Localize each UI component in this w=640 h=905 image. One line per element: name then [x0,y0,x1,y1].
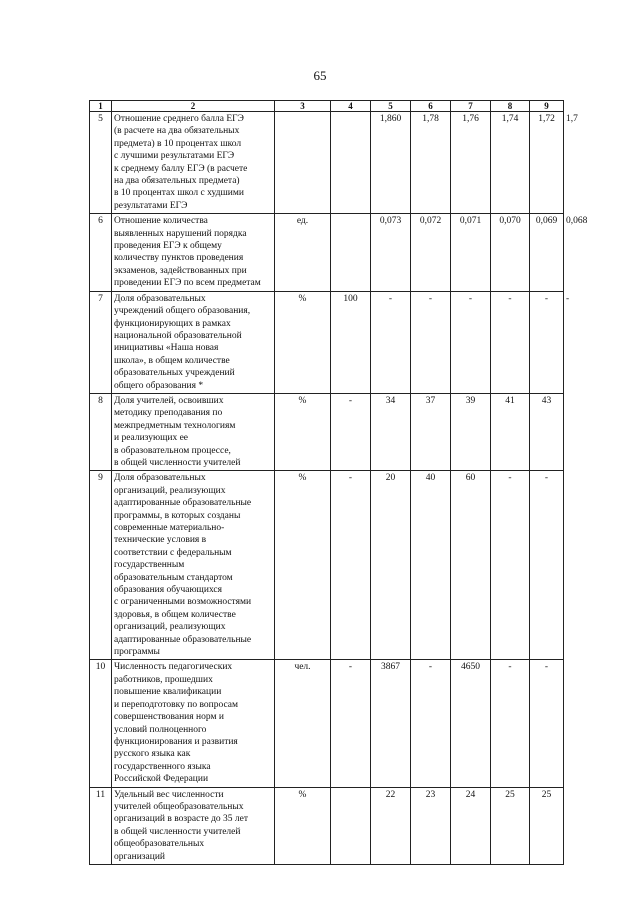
table-header-row [90,101,564,112]
value-cell: - [331,660,371,787]
value-cell: - [530,660,564,787]
table-row [90,787,564,864]
column-header: 3 [275,101,331,112]
value-cell: 60 [451,471,491,660]
value-cell: 4650 [451,660,491,787]
table-row [90,660,564,787]
row-number-cell: 9 [90,471,112,660]
row-number-cell: 6 [90,214,112,291]
row-number-cell: 8 [90,393,112,470]
value-cell: 25 [491,787,530,864]
column-header: 2 [112,101,275,112]
row-number-cell: 11 [90,787,112,864]
table-row: 6 Отношение количества выявленных нарушений порядка проведения ЕГЭ к общему количеству пунктов проведения экзаменов, задействованных при проведении ЕГЭ по всем предметам ед. 0,073 0,072 0,071 0,070 0,069 0,068 [90,214,564,291]
row-number-cell: 7 [90,291,112,393]
value-cell: - [530,471,564,660]
value-cell: - [411,291,451,393]
indicators-table [89,100,588,865]
unit-cell [275,112,331,214]
value-cell: - [331,393,371,470]
unit-cell: % [275,393,331,470]
table-row: 7 Доля образовательных учреждений общего образования, функционирующих в рамках национальной образовательной инициативы «Наша новая школа», в общем количестве образовательных учреждений общего образования * % 100 - - - - - - [90,291,564,393]
value-cell: - [411,660,451,787]
value-cell: 0,073 [371,214,411,291]
value-cell [331,112,371,214]
value-cell: 39 [451,393,491,470]
value-cell: 0,069 [530,214,564,291]
indicator-cell: Численность педагогических работников, прошедших повышение квалификации и переподготовку по вопросам совершенствования норм и условий полноценного функционирования и развития русского языка как государственного языка Российской Федерации [112,660,275,787]
indicator-cell: Доля образовательных учреждений общего образования, функционирующих в рамках национальной образовательной инициативы «Наша новая школа», в общем количестве образовательных учреждений общего образования * [112,291,275,393]
indicator-cell: Отношение количества выявленных нарушений порядка проведения ЕГЭ к общему количеству пунктов проведения экзаменов, задействованных при проведении ЕГЭ по всем предметам [112,214,275,291]
page-number: 65 [313,68,327,83]
indicator-cell: Доля образовательных организаций, реализующих адаптированные образовательные программы, в которых созданы современные материально- технические условия в соответствии с федеральным государственным образовательным стандартом образования обучающихся с ограниченными возможностями здоровья, в общем количестве организаций, реализующих адаптированные образовательные программы [112,471,275,660]
row-number-cell: 10 [90,660,112,787]
column-header: 5 [371,101,411,112]
value-cell: 20 [371,471,411,660]
column-header: 9 [530,101,564,112]
value-cell: 25 [530,787,564,864]
value-cell: - [491,660,530,787]
row-number-cell: 5 [90,112,112,214]
indicator-cell: Отношение среднего балла ЕГЭ (в расчете на два обязательных предмета) в 10 процентах школ с лучшими результатами ЕГЭ к среднему баллу ЕГЭ (в расчете на два обязательных предмета) в 10 процентах школ с худшими результатами ЕГЭ [112,112,275,214]
value-cell: 0,071 [451,214,491,291]
value-cell: 40 [411,471,451,660]
unit-cell: % [275,291,331,393]
value-cell: 43 [530,393,564,470]
column-header: 8 [491,101,530,112]
value-cell: - [371,291,411,393]
indicator-cell: Доля учителей, освоивших методику преподавания по межпредметным технологиям и реализующих ее в образовательном процессе, в общей численности учителей [112,393,275,470]
value-cell: 1,72 [530,112,564,214]
value-cell: - [491,471,530,660]
value-cell: 1,860 [371,112,411,214]
unit-cell: ед. [275,214,331,291]
unit-cell: % [275,471,331,660]
column-header: 1 [90,101,112,112]
value-cell: 22 [371,787,411,864]
table-row [90,393,564,470]
table-row: 5 Отношение среднего балла ЕГЭ (в расчете на два обязательных предмета) в 10 процентах школ с лучшими результатами ЕГЭ к среднему баллу ЕГЭ (в расчете на два обязательных предмета) в 10 процентах школ с худшими результатами ЕГЭ 1,860 1,78 1,76 1,74 1,72 1,7 [90,112,564,214]
value-cell: 100 [331,291,371,393]
value-cell: 1,76 [451,112,491,214]
value-cell: 34 [371,393,411,470]
value-cell: 37 [411,393,451,470]
column-header: 6 [411,101,451,112]
column-header: 7 [451,101,491,112]
unit-cell: % [275,787,331,864]
value-cell: 24 [451,787,491,864]
value-cell: - [331,471,371,660]
value-cell: 0,072 [411,214,451,291]
unit-cell: чел. [275,660,331,787]
value-cell: 1,74 [491,112,530,214]
value-cell: - [451,291,491,393]
table-row [90,471,564,660]
column-header: 4 [331,101,371,112]
value-cell: 1,78 [411,112,451,214]
value-cell: - [530,291,564,393]
value-cell: 3867 [371,660,411,787]
value-cell [331,787,371,864]
value-cell: - [491,291,530,393]
value-cell: 0,070 [491,214,530,291]
value-cell: 41 [491,393,530,470]
indicator-cell: Удельный вес численности учителей общеобразовательных организаций в возрасте до 35 лет в общей численности учителей общеобразовательных организаций [112,787,275,864]
value-cell [331,214,371,291]
value-cell: 23 [411,787,451,864]
